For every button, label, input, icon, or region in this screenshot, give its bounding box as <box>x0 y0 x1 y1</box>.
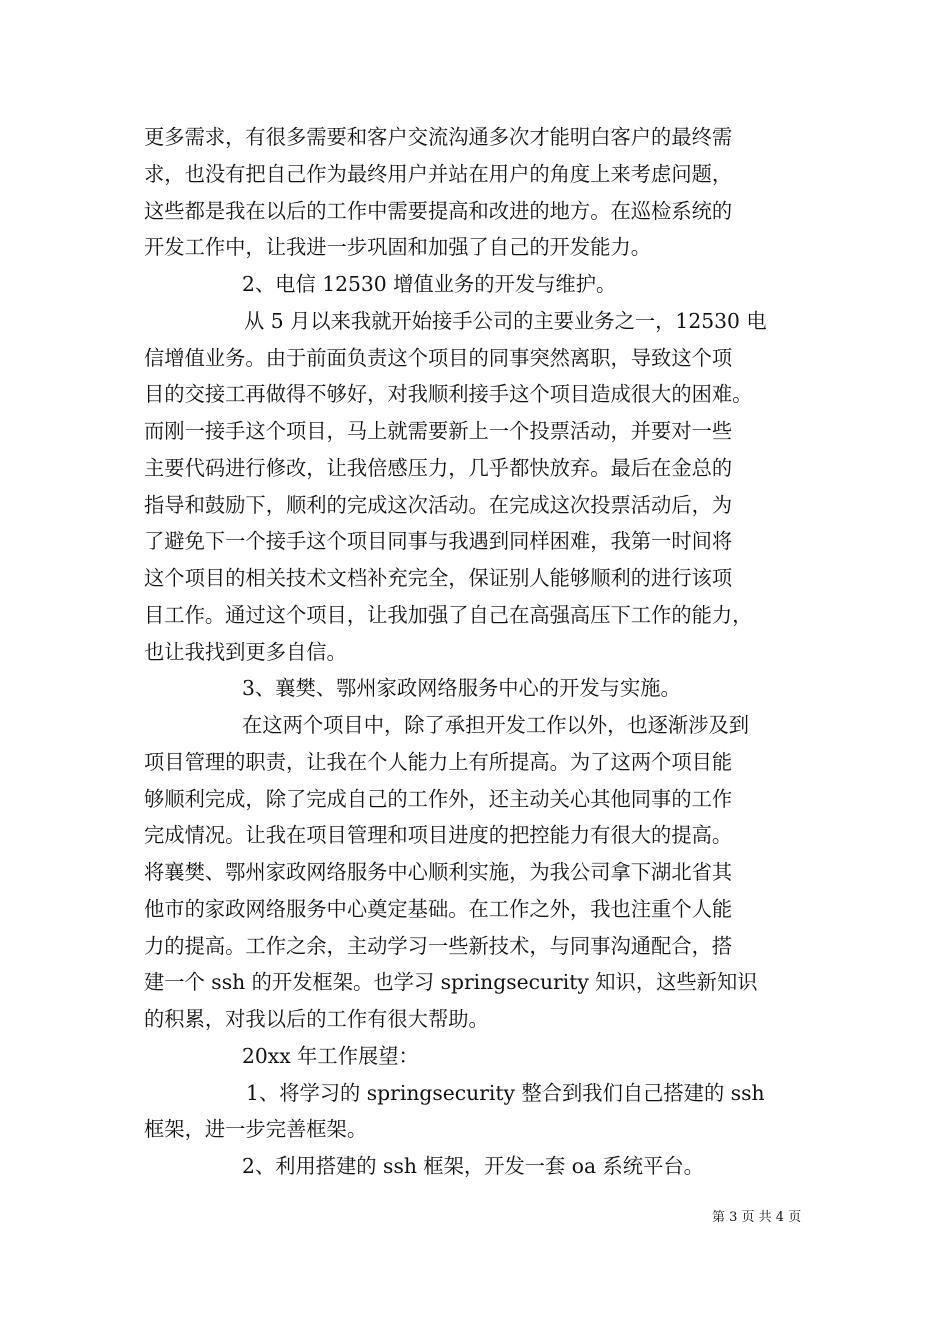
text-line: 他市的家政网络服务中心奠定基础。在工作之外，我也注重个人能 <box>144 896 733 921</box>
text-line: 项目管理的职责，让我在个人能力上有所提高。为了这两个项目能 <box>144 749 733 774</box>
text-line: 这个项目的相关技术文档补充完全，保证别人能够顺利的进行该项 <box>144 566 733 590</box>
text-line: 20xx 年工作展望： <box>242 1043 419 1068</box>
text-line: 指导和鼓励下，顺利的完成这次活动。在完成这次投票活动后，为 <box>144 492 733 517</box>
document-body <box>144 119 809 1185</box>
page-footer: 第 3 页 共 4 页 <box>712 1210 802 1225</box>
text-line: 求，也没有把自己作为最终用户并站在用户的角度上来考虑问题， <box>144 161 733 186</box>
text-line: 从 5 月以来我就开始接手公司的主要业务之一，12530 电 <box>244 308 767 333</box>
text-line: 3、襄樊、鄂州家政网络服务中心的开发与实施。 <box>242 676 681 701</box>
text-line: 信增值业务。由于前面负责这个项目的同事突然离职，导致这个项 <box>144 345 733 370</box>
text-line: 力的提高。工作之余，主动学习一些新技术，与同事沟通配合，搭 <box>144 933 733 958</box>
text-line: 在这两个项目中，除了承担开发工作以外，也逐渐涉及到 <box>242 713 750 737</box>
text-line: 的积累，对我以后的工作有很大帮助。 <box>144 1007 489 1031</box>
text-line: 也让我找到更多自信。 <box>144 639 347 664</box>
text-line: 这些都是我在以后的工作中需要提高和改进的地方。在巡检系统的 <box>144 198 733 223</box>
text-line: 主要代码进行修改，让我倍感压力，几乎都快放弃。最后在金总的 <box>144 455 733 480</box>
text-line: 2、利用搭建的 ssh 框架，开发一套 oa 系统平台。 <box>242 1154 704 1178</box>
text-line: 框架，进一步完善框架。 <box>144 1117 368 1142</box>
text-line: 目的交接工再做得不够好，对我顺利接手这个项目造成很大的困难。 <box>144 382 753 407</box>
text-line: 了避免下一个接手这个项目同事与我遇到同样困难，我第一时间将 <box>144 529 733 554</box>
text-line: 而刚一接手这个项目，马上就需要新上一个投票活动，并要对一些 <box>144 419 733 443</box>
text-line: 开发工作中，让我进一步巩固和加强了自己的开发能力。 <box>144 235 652 260</box>
text-line: 2、电信 12530 增值业务的开发与维护。 <box>242 272 617 296</box>
text-line: 目工作。通过这个项目，让我加强了自己在高强高压下工作的能力， <box>144 602 753 627</box>
text-line: 更多需求，有很多需要和客户交流沟通多次才能明白客户的最终需 <box>144 125 733 149</box>
text-line: 完成情况。让我在项目管理和项目进度的把控能力有很大的提高。 <box>144 823 733 848</box>
text-line: 将襄樊、鄂州家政网络服务中心顺利实施，为我公司拿下湖北省其 <box>144 860 733 884</box>
text-line: 建一个 ssh 的开发框架。也学习 springsecurity 知识，这些新知识 <box>144 970 758 995</box>
text-line: 够顺利完成，除了完成自己的工作外，还主动关心其他同事的工作 <box>144 786 733 811</box>
text-line: 1、将学习的 springsecurity 整合到我们自己搭建的 ssh <box>246 1080 765 1105</box>
